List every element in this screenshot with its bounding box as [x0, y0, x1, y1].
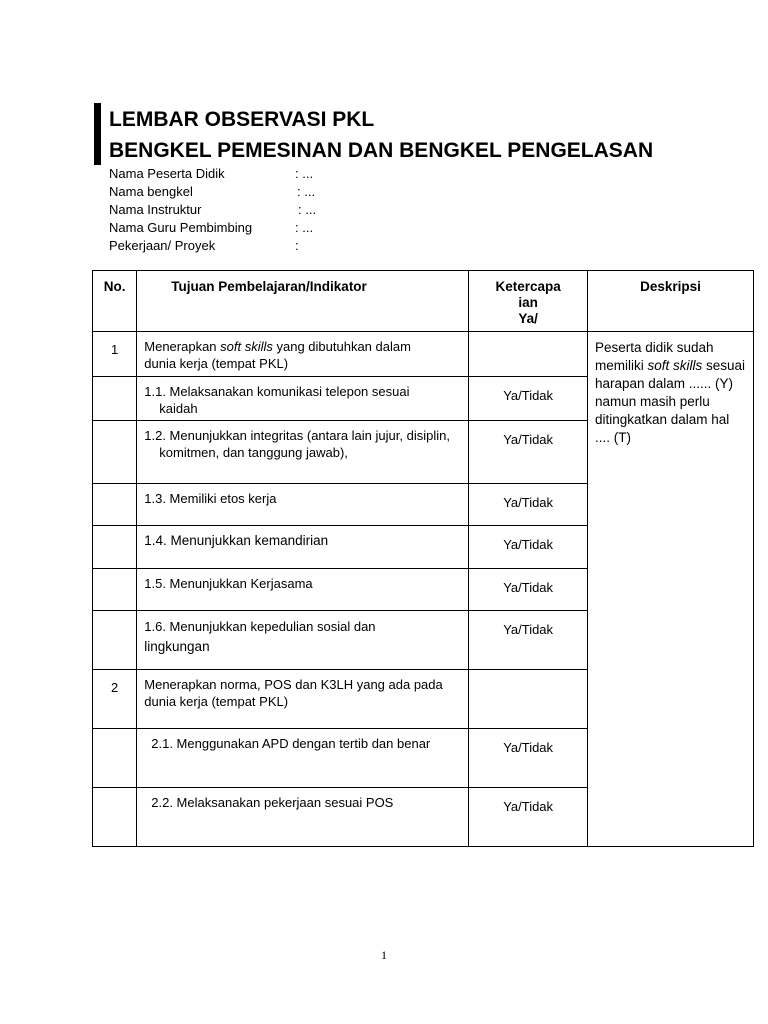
- ketercapaian-cell: Ya/Tidak: [469, 611, 588, 670]
- table-row: [93, 332, 754, 377]
- header-no: No.: [93, 271, 137, 332]
- ketercapaian-cell: [469, 332, 588, 377]
- table-header-row: [93, 271, 754, 332]
- info-value: : ...: [295, 166, 314, 181]
- deskripsi-text: Peserta didik sudah memiliki: [594, 340, 714, 373]
- deskripsi-italic: soft skills: [647, 358, 703, 373]
- indicator-text-line1: 1.2. Menunjukkan integritas (antara lain jujur, disiplin,: [144, 428, 450, 443]
- indicator-text-line2: lingkungan: [144, 639, 210, 654]
- row-number: [93, 484, 137, 526]
- indicator-text: [137, 611, 469, 670]
- title-accent-bar: [94, 103, 101, 165]
- document-subtitle: BENGKEL PEMESINAN DAN BENGKEL PENGELASAN: [109, 139, 654, 162]
- info-value: :: [295, 238, 299, 253]
- ketercapaian-cell: Ya/Tidak: [469, 526, 588, 569]
- info-value: : ...: [298, 202, 317, 217]
- indicator-text-line2: dunia kerja (tempat PKL): [144, 694, 289, 709]
- indicator-text: [137, 421, 469, 484]
- header-ketercapaian: [469, 271, 588, 332]
- row-number: [93, 569, 137, 611]
- indicator-text: 1.4. Menunjukkan kemandirian: [137, 526, 469, 569]
- row-number: [93, 526, 137, 569]
- indicator-text: [137, 670, 469, 729]
- ketercapaian-cell: Ya/Tidak: [469, 788, 588, 847]
- info-label: Nama Instruktur: [109, 202, 202, 217]
- info-value: : ...: [295, 220, 314, 235]
- ketercapaian-cell: Ya/Tidak: [469, 421, 588, 484]
- row-number: [93, 788, 137, 847]
- indicator-text-italic: soft skills: [220, 339, 273, 354]
- ketercapaian-cell: Ya/Tidak: [469, 729, 588, 788]
- deskripsi-text: sesuai harapan dalam ...... (Y) namun masih perlu ditingkatkan dalam hal .... (T): [594, 358, 746, 445]
- observation-table: [92, 270, 754, 847]
- header-tujuan: Tujuan Pembelajaran/Indikator: [137, 271, 469, 332]
- indicator-text-line1: 1.6. Menunjukkan kepedulian sosial dan: [144, 619, 376, 634]
- indicator-text: 2.1. Menggunakan APD dengan tertib dan benar: [137, 729, 469, 788]
- page-number: 1: [381, 948, 387, 962]
- info-label: Pekerjaan/ Proyek: [109, 238, 216, 253]
- row-number: 1: [93, 332, 137, 377]
- row-number: [93, 611, 137, 670]
- row-number: 2: [93, 670, 137, 729]
- indicator-text-part: Menerapkan: [144, 339, 221, 354]
- row-number: [93, 377, 137, 421]
- document-title: LEMBAR OBSERVASI PKL: [109, 108, 375, 131]
- header-deskripsi: Deskripsi: [587, 271, 753, 332]
- indicator-text-line1: Menerapkan norma, POS dan K3LH yang ada pada: [144, 677, 443, 692]
- info-label: Nama bengkel: [109, 184, 193, 199]
- info-label: Nama Guru Pembimbing: [109, 220, 253, 235]
- indicator-text: 1.3. Memiliki etos kerja: [137, 484, 469, 526]
- deskripsi-cell: [587, 332, 753, 847]
- indicator-text: 2.2. Melaksanakan pekerjaan sesuai POS: [137, 788, 469, 847]
- indicator-text: 1.5. Menunjukkan Kerjasama: [137, 569, 469, 611]
- ketercapaian-cell: Ya/Tidak: [469, 569, 588, 611]
- indicator-text-part: yang dibutuhkan dalam: [272, 339, 411, 354]
- ketercapaian-cell: [469, 670, 588, 729]
- row-number: [93, 421, 137, 484]
- ketercapaian-cell: Ya/Tidak: [469, 484, 588, 526]
- info-label: Nama Peserta Didik: [109, 166, 225, 181]
- indicator-text-line2: kaidah: [159, 401, 198, 416]
- header-ketercapaian-line: ian: [518, 295, 538, 310]
- indicator-text-line2: komitmen, dan tanggung jawab),: [159, 445, 348, 460]
- indicator-text: [137, 332, 469, 377]
- indicator-text-line2: dunia kerja (tempat PKL): [144, 356, 289, 371]
- row-number: [93, 729, 137, 788]
- info-value: : ...: [297, 184, 316, 199]
- indicator-text: [137, 377, 469, 421]
- indicator-text-line1: 1.1. Melaksanakan komunikasi telepon sesuai: [144, 384, 410, 399]
- header-ketercapaian-line: Ketercapa: [495, 279, 561, 294]
- header-ketercapaian-line: Ya/: [518, 311, 538, 326]
- ketercapaian-cell: Ya/Tidak: [469, 377, 588, 421]
